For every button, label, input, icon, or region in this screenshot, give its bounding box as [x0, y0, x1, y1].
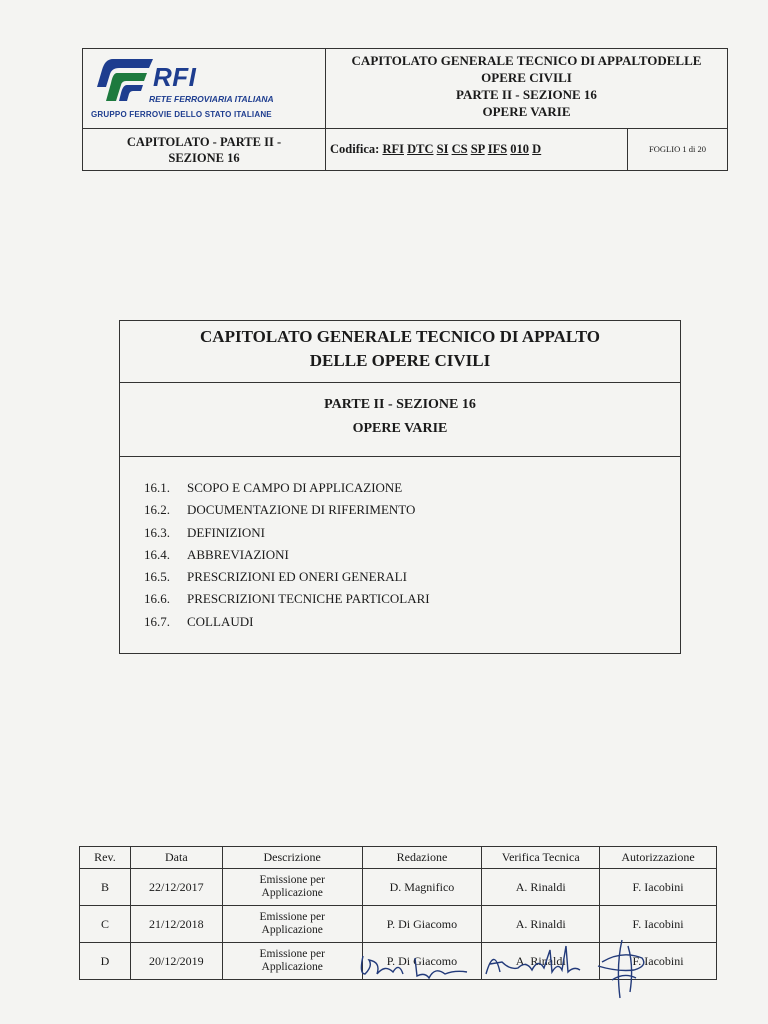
verifica-cell: A. Rinaldi — [482, 906, 600, 943]
toc-label: ABBREVIAZIONI — [187, 546, 289, 562]
description-cell — [222, 943, 362, 980]
capitolato-cell — [83, 129, 326, 170]
column-header: Rev. — [80, 847, 131, 869]
redazione-cell: P. Di Giacomo — [362, 943, 482, 980]
column-header: Autorizzazione — [600, 847, 717, 869]
codifica-code: IFS — [487, 142, 508, 156]
toc-number: 16.4. — [144, 546, 170, 562]
main-subtitle — [120, 383, 680, 457]
column-header: Verifica Tecnica — [482, 847, 600, 869]
toc-item — [144, 592, 430, 614]
codifica-code: CS — [451, 142, 468, 156]
table-of-contents — [144, 481, 430, 637]
toc-item — [144, 526, 430, 548]
rev-cell: C — [80, 906, 131, 943]
logo-brand: RFI — [153, 62, 197, 92]
date-cell: 20/12/2019 — [130, 943, 222, 980]
date-cell: 21/12/2018 — [130, 906, 222, 943]
toc-number: 16.1. — [144, 480, 170, 495]
toc-label: PRESCRIZIONI ED ONERI GENERALI — [187, 569, 407, 585]
codifica-code: D — [532, 142, 542, 156]
main-title-line: DELLE OPERE CIVILI — [309, 351, 491, 370]
description-line: Emissione per — [259, 874, 325, 886]
description-line: Applicazione — [261, 887, 323, 899]
toc-label: SCOPO E CAMPO DI APPLICAZIONE — [187, 480, 403, 495]
toc-item — [144, 481, 430, 503]
logo-subtitle: RETE FERROVIARIA ITALIANA — [149, 94, 274, 104]
fs-logo-icon — [97, 57, 155, 103]
toc-label: COLLAUDI — [187, 613, 254, 629]
column-header: Redazione — [362, 847, 482, 869]
redazione-cell: P. Di Giacomo — [362, 906, 482, 943]
toc-number: 16.2. — [144, 502, 170, 518]
foglio-cell: FOGLIO 1 di 20 — [649, 144, 706, 154]
description-line: Applicazione — [261, 924, 323, 936]
description-cell — [222, 906, 362, 943]
header-title-line: CAPITOLATO GENERALE TECNICO DI APPALTODELLE — [351, 53, 702, 68]
revision-header-row — [80, 847, 717, 869]
codifica-code: SI — [436, 142, 449, 156]
main-title-line: CAPITOLATO GENERALE TECNICO DI APPALTO — [200, 327, 600, 346]
main-subtitle-line: PARTE II - SEZIONE 16 — [324, 397, 476, 412]
capitolato-line: CAPITOLATO - PARTE II - — [126, 135, 282, 149]
header-table — [82, 48, 728, 171]
description-line: Emissione per — [259, 948, 325, 960]
codifica-cell — [326, 129, 628, 170]
codifica-code: 010 — [510, 142, 530, 156]
codifica-code: SP — [470, 142, 485, 156]
autorizzazione-cell: F. Iacobini — [600, 906, 717, 943]
capitolato-line: SEZIONE 16 — [168, 151, 240, 165]
description-line: Applicazione — [261, 961, 323, 973]
signature-autorizzazione-icon — [588, 936, 658, 1002]
codifica-code: DTC — [407, 142, 434, 156]
toc-item — [144, 570, 430, 592]
column-header: Descrizione — [222, 847, 362, 869]
toc-item — [144, 548, 430, 570]
autorizzazione-cell: F. Iacobini — [600, 869, 717, 906]
toc-label: PRESCRIZIONI TECNICHE PARTICOLARI — [187, 591, 430, 607]
header-title-line: PARTE II - SEZIONE 16 — [456, 87, 597, 102]
codifica-label: Codifica: — [330, 142, 380, 156]
signature-verifica-icon — [480, 940, 585, 982]
date-cell: 22/12/2017 — [130, 869, 222, 906]
logo-cell — [83, 49, 326, 129]
verifica-cell: A. Rinaldi — [482, 869, 600, 906]
codifica-code: RFI — [382, 142, 404, 156]
redazione-cell: D. Magnifico — [362, 869, 482, 906]
verifica-cell: A. Rinaldi — [482, 943, 600, 980]
header-title — [326, 49, 727, 129]
table-row — [80, 869, 717, 906]
main-subtitle-line: OPERE VARIE — [352, 421, 448, 436]
toc-number: 16.5. — [144, 569, 170, 585]
description-line: Emissione per — [259, 911, 325, 923]
logo-group: GRUPPO FERROVIE DELLO STATO ITALIANE — [91, 110, 272, 119]
toc-number: 16.3. — [144, 524, 170, 540]
description-cell — [222, 869, 362, 906]
main-title — [120, 321, 680, 383]
toc-item — [144, 615, 430, 637]
toc-item — [144, 503, 430, 525]
main-title-box — [119, 320, 681, 654]
header-title-line: OPERE CIVILI — [481, 70, 572, 85]
toc-label: DEFINIZIONI — [187, 524, 265, 540]
toc-number: 16.6. — [144, 591, 170, 607]
autorizzazione-cell: F. Iacobini — [600, 943, 717, 980]
toc-number: 16.7. — [144, 613, 170, 629]
header-title-line: OPERE VARIE — [482, 104, 571, 119]
toc-label: DOCUMENTAZIONE DI RIFERIMENTO — [187, 502, 416, 518]
rev-cell: B — [80, 869, 131, 906]
column-header: Data — [130, 847, 222, 869]
rev-cell: D — [80, 943, 131, 980]
signature-redazione-icon — [355, 944, 480, 984]
